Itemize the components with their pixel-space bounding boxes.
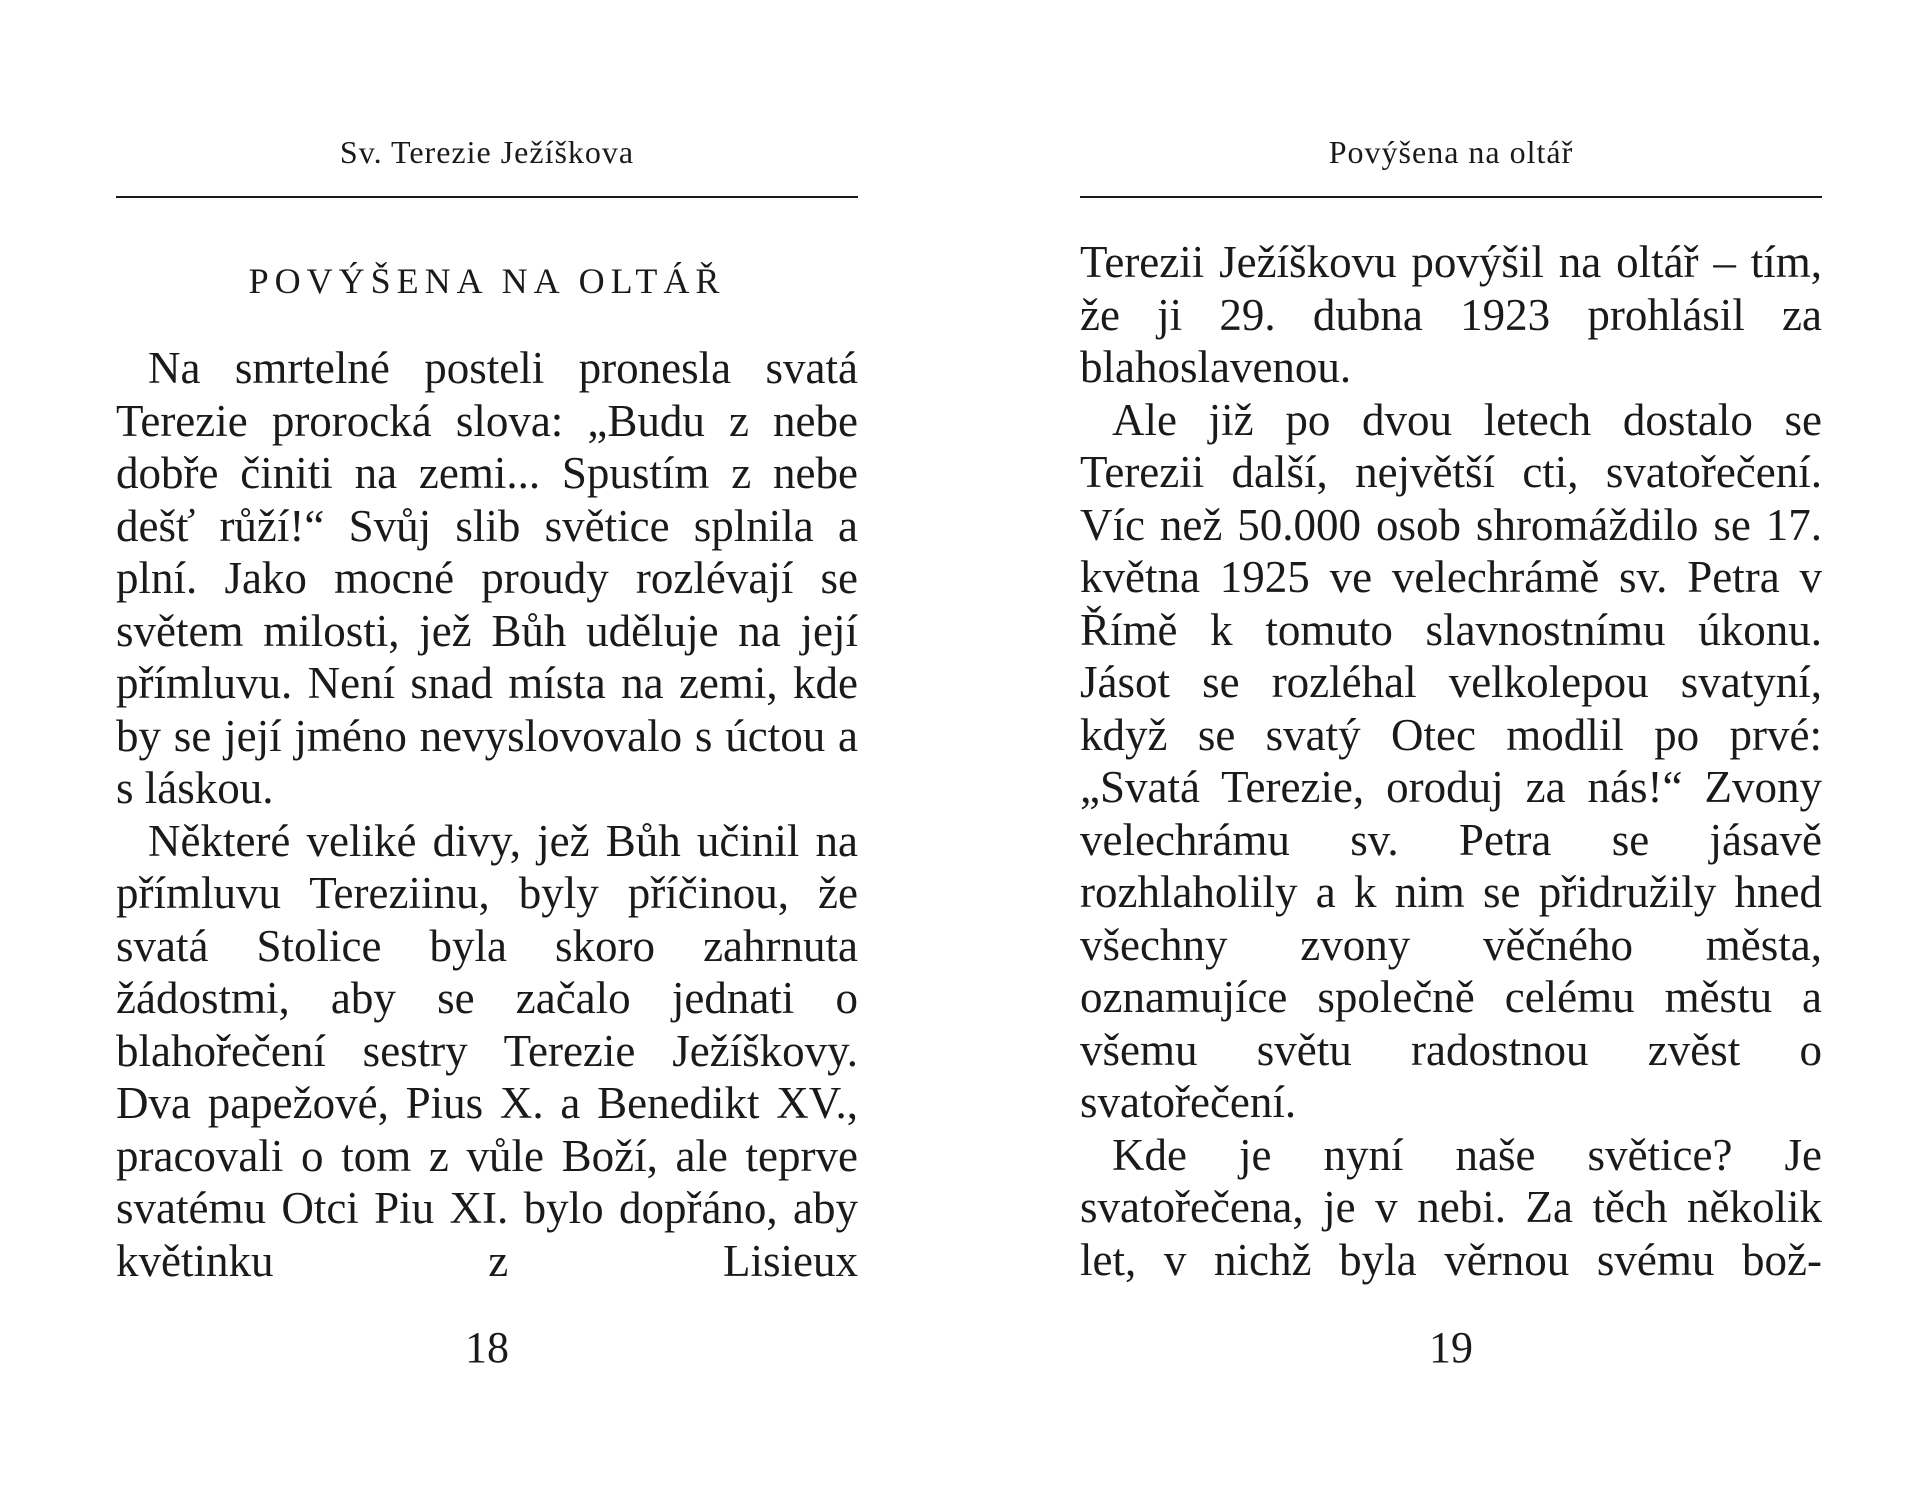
running-head-left: Sv. Terezie Ježíškova <box>339 134 635 170</box>
paragraph: Terezii Ježíškovu povýšil na oltář – tím, že ji 29. dubna 1923 prohlásil za blahoslavenou. <box>1080 237 1822 392</box>
paragraph: Na smrtelné posteli pronesla svatá Terezie prorocká slova: „Budu z nebe dobře činiti na zemi... Spustím z nebe dešť růží!“ Svůj slib světice splnila a plní. Jako mocné proudy rozlévají se světem milosti, jež Bůh uděluje na její přímluvu. Není snad místa na zemi, kde by se její jméno nevyslovovalo s úctou a s láskou. <box>116 343 858 813</box>
body-text-left <box>116 342 858 1287</box>
body-text-right <box>1080 236 1822 1286</box>
right-page <box>1080 0 1822 1500</box>
page-number-left: 18 <box>465 1323 509 1372</box>
chapter-title: POVÝŠENA NA OLTÁŘ <box>248 261 726 301</box>
paragraph: Kde je nyní naše světice? Je svatořečena, je v nebi. Za těch několik let, v nichž byla věrnou svému bož- <box>1080 1129 1822 1285</box>
header-rule-left <box>116 196 858 198</box>
running-head-right: Povýšena na oltář <box>1328 134 1574 170</box>
paragraph: Ale již po dvou letech dostalo se Terezii další, největší cti, svatořečení. Víc než 50.000 osob shromáždilo se 17. května 1925 ve velechrámě sv. Petra v Římě k tomuto slavnostnímu úkonu. Jásot se rozléhal velkolepou svatyní, když se svatý Otec modlil po prvé: „Svatá Terezie, oroduj za nás!“ Zvony velechrámu sv. Petra se jásavě rozhlaholily a k nim se přidružily hned všechny zvony věčného města, oznamujíce společně celému městu a všemu světu radostnou zvěst o svatořečení. <box>1080 394 1822 1127</box>
page-number-right: 19 <box>1429 1323 1473 1372</box>
paragraph: Některé veliké divy, jež Bůh učinil na přímluvu Tereziinu, byly příčinou, že svatá Stolice byla skoro zahrnuta žádostmi, aby se začalo jednati o blahořečení sestry Terezie Ježíškovy. Dva papežové, Pius X. a Benedikt XV., pracovali o tom z vůle Boží, ale teprve svatému Otci Piu XI. bylo dopřáno, aby květinku z Lisieux <box>116 815 858 1286</box>
left-page <box>116 0 858 1500</box>
header-rule-right <box>1080 196 1822 198</box>
